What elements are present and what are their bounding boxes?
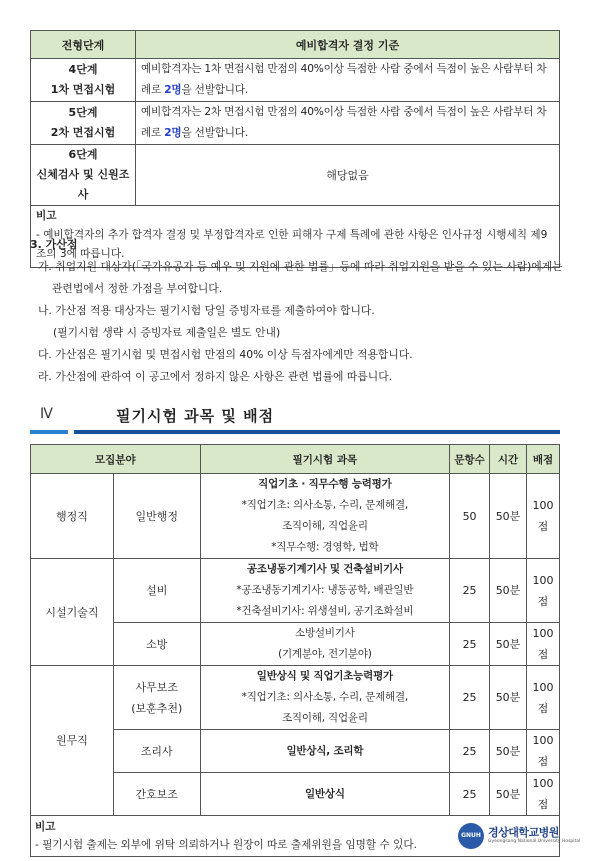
table-row — [31, 102, 560, 145]
stage-number: 6단계 — [68, 148, 98, 161]
bonus-points-list — [30, 256, 565, 388]
count-cell: 25 — [450, 730, 490, 773]
count-cell: 25 — [450, 666, 490, 730]
stage-number: 4단계 — [68, 63, 98, 76]
written-exam-table — [30, 444, 560, 857]
section-4-header — [30, 400, 560, 436]
note-heading: 비고 — [36, 210, 57, 222]
table-row — [31, 559, 560, 623]
table-header-row — [31, 445, 560, 474]
note-heading: 비고 — [35, 821, 56, 833]
stage-name: 2차 면접시험 — [50, 126, 116, 139]
count-cell: 25 — [450, 773, 490, 816]
time-cell: 50분 — [490, 474, 527, 559]
list-item: 나. 가산점 적용 대상자는 필기시험 당일 증빙자료를 제출하여야 합니다. — [38, 304, 375, 317]
subject-cell: 일반상식, 조리학 — [200, 730, 449, 773]
hospital-seal-icon: GNUH — [458, 823, 484, 849]
sub-field-cell: 소방 — [113, 623, 200, 666]
stage-cell — [31, 145, 136, 206]
section-number: Ⅳ — [40, 406, 53, 422]
stage-number: 5단계 — [68, 106, 98, 119]
hospital-name-en: Gyeongsang National University Hospital — [488, 839, 581, 844]
subject-cell: 직업기초 · 직무수행 능력평가 *직업기초: 의사소통, 수리, 문제해결, 조직이해, 직업윤리 *직무수행: 경영학, 법학 — [200, 474, 449, 559]
time-cell: 50분 — [490, 666, 527, 730]
header-count: 문항수 — [450, 445, 490, 474]
accent-bar — [30, 430, 68, 434]
note-text: - 예비합격자의 추가 합격자 결정 및 부정합격자로 인한 피해자 구제 특례에 관한 사항은 인사규정 시행세칙 제9조의 3에 따릅니다. — [36, 229, 548, 260]
header-stage: 전형단계 — [31, 31, 136, 59]
sub-field-cell: 조리사 — [113, 730, 200, 773]
list-item: 가. 취업지원 대상자(「국가유공자 등 예우 및 지원에 관한 법률」등에 따라 취업지원을 받을 수 있는 사람)에게는 관련법에서 정한 가점을 부여합니다. — [38, 260, 563, 295]
criteria-cell: 예비합격자는 1차 면접시험 만점의 40%이상 득점한 사람 중에서 득점이 높은 사람부터 차례로 2명을 선발합니다. — [136, 59, 560, 102]
subject-cell: 소방설비기사 (기계분야, 전기분야) — [200, 623, 449, 666]
sub-field-cell: 간호보조 — [113, 773, 200, 816]
list-item: 다. 가산점은 필기시험 및 면접시험 만점의 40% 이상 득점자에게만 적용합니다. — [38, 348, 413, 361]
score-cell: 100점 — [526, 474, 559, 559]
table-row — [31, 59, 560, 102]
criteria-cell: 예비합격자는 2차 면접시험 만점의 40%이상 득점한 사람 중에서 득점이 높은 사람부터 차례로 2명을 선발합니다. — [136, 102, 560, 145]
time-cell: 50분 — [490, 559, 527, 623]
note-text: - 필기시험 출제는 외부에 위탁 의뢰하거나 원장이 따로 출제위원을 임명할 수 있다. — [35, 839, 417, 851]
score-cell: 100점 — [526, 773, 559, 816]
subject-cell: 일반상식 및 직업기초능력평가 *직업기초: 의사소통, 수리, 문제해결, 조직이해, 직업윤리 — [200, 666, 449, 730]
list-item-sub: (필기시험 생략 시 증빙자료 제출일은 별도 안내) — [53, 326, 281, 339]
stage-cell — [31, 102, 136, 145]
header-subject: 필기시험 과목 — [200, 445, 449, 474]
time-cell: 50분 — [490, 623, 527, 666]
time-cell: 50분 — [490, 730, 527, 773]
header-score: 배점 — [526, 445, 559, 474]
score-cell: 100점 — [526, 730, 559, 773]
section-title: 필기시험 과목 및 배점 — [116, 407, 275, 425]
hospital-name: 경상대학교병원 — [488, 826, 559, 839]
accent-bar — [74, 430, 560, 434]
highlight-count: 2명 — [164, 127, 182, 139]
count-cell: 25 — [450, 559, 490, 623]
header-field: 모집분야 — [31, 445, 201, 474]
stage-cell — [31, 59, 136, 102]
category-cell: 원무직 — [31, 666, 114, 816]
table-row — [31, 145, 560, 206]
table-row — [31, 666, 560, 730]
sub-field-cell: 사무보조 (보훈추천) — [113, 666, 200, 730]
subject-cell: 공조냉동기계기사 및 건축설비기사 *공조냉동기계기사: 냉동공학, 배관일반 *건축설비기사: 위생설비, 공기조화설비 — [200, 559, 449, 623]
subject-cell: 일반상식 — [200, 773, 449, 816]
table-header-row — [31, 31, 560, 59]
time-cell: 50분 — [490, 773, 527, 816]
header-time: 시간 — [490, 445, 527, 474]
count-cell: 25 — [450, 623, 490, 666]
category-cell: 행정직 — [31, 474, 114, 559]
score-cell: 100점 — [526, 666, 559, 730]
section-3-title: 3. 가산점 — [30, 238, 78, 251]
category-cell: 시설기술직 — [31, 559, 114, 666]
sub-field-cell: 설비 — [113, 559, 200, 623]
highlight-count: 2명 — [164, 84, 182, 96]
score-cell: 100점 — [526, 623, 559, 666]
table-row — [31, 474, 560, 559]
sub-field-cell: 일반행정 — [113, 474, 200, 559]
criteria-cell: 해당없음 — [136, 145, 560, 206]
score-cell: 100점 — [526, 559, 559, 623]
reserve-criteria-table — [30, 30, 560, 268]
header-criteria: 예비합격자 결정 기준 — [136, 31, 560, 59]
stage-name: 1차 면접시험 — [50, 83, 116, 96]
stage-name: 신체검사 및 신원조사 — [36, 168, 130, 201]
hospital-logo — [458, 823, 581, 851]
count-cell: 50 — [450, 474, 490, 559]
list-item: 라. 가산점에 관하여 이 공고에서 정하지 않은 사항은 관련 법률에 따릅니다. — [38, 370, 393, 383]
